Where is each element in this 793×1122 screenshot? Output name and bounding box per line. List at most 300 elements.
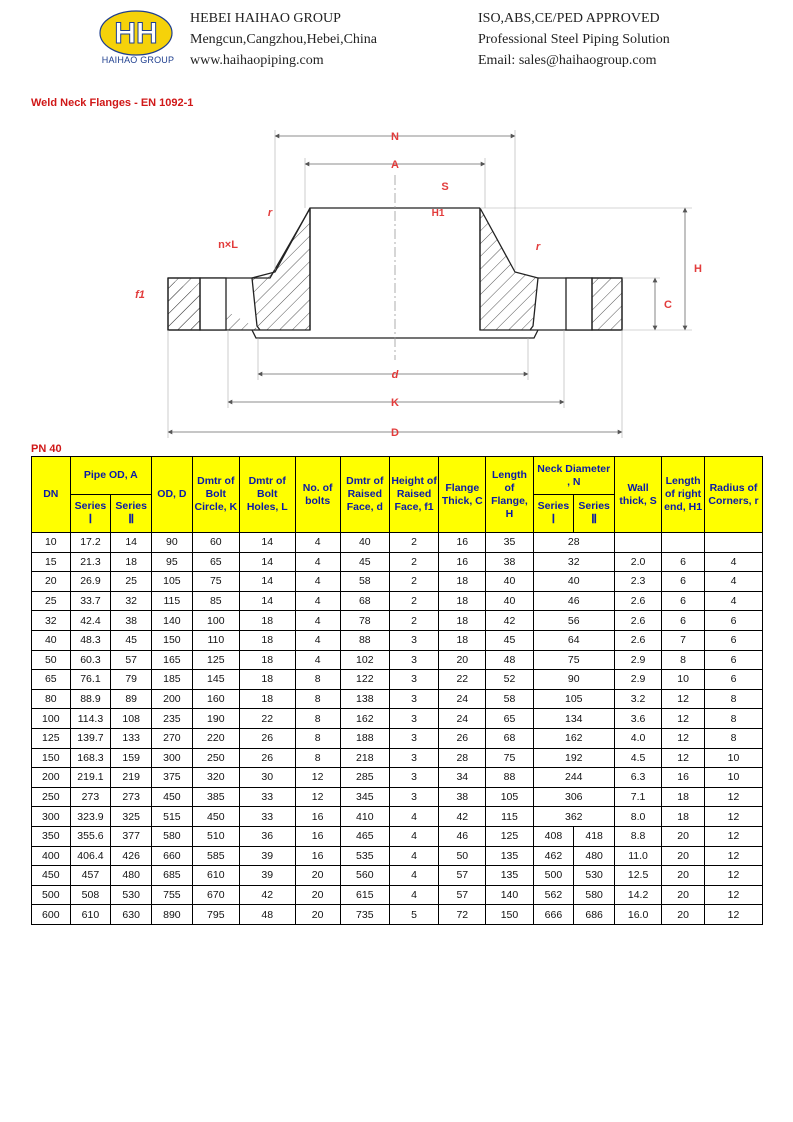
cell-d: 140 (152, 611, 193, 631)
cell-k: 220 (192, 728, 239, 748)
contact-email[interactable]: Email: sales@haihaogroup.com (478, 53, 657, 68)
cell-d: 188 (340, 728, 389, 748)
cell-d: 890 (152, 905, 193, 925)
cell-h1: 12 (662, 748, 705, 768)
cell-n: 4 (295, 572, 340, 592)
cell-f1: 3 (389, 768, 438, 788)
cell-k: 585 (192, 846, 239, 866)
cell-h: 48 (486, 650, 533, 670)
cell-r: 12 (705, 846, 763, 866)
table-row (32, 748, 763, 768)
company-website[interactable]: www.haihaopiping.com (190, 53, 324, 68)
cell-c: 18 (439, 591, 486, 611)
cell-f1: 3 (389, 630, 438, 650)
cell-s: 2.9 (615, 670, 662, 690)
cell-dn: 80 (32, 689, 71, 709)
cell-h: 40 (486, 572, 533, 592)
cell-dn: 20 (32, 572, 71, 592)
cell-c: 57 (439, 866, 486, 886)
cell-c: 20 (439, 650, 486, 670)
cell-l: 22 (239, 709, 295, 729)
cell-n: 28 (533, 533, 614, 553)
cell-s: 7.1 (615, 787, 662, 807)
flange-spec-table (31, 456, 763, 925)
col-length: Length of Flange, H (486, 457, 533, 533)
cell-n2: 686 (574, 905, 615, 925)
col-bolt-circle: Dmtr of Bolt Circle, K (192, 457, 239, 533)
cell-f1: 4 (389, 846, 438, 866)
cell-r: 4 (705, 552, 763, 572)
cell-s: 4.0 (615, 728, 662, 748)
cell-a2: 325 (111, 807, 152, 827)
cell-a2: 14 (111, 533, 152, 553)
cell-d: 45 (340, 552, 389, 572)
cell-k: 65 (192, 552, 239, 572)
cell-a1: 21.3 (70, 552, 111, 572)
cell-d: 150 (152, 630, 193, 650)
col-neck-series-1: Series Ⅰ (533, 495, 574, 533)
cell-s: 6.3 (615, 768, 662, 788)
pressure-rating: PN 40 (31, 443, 62, 455)
cell-f1: 5 (389, 905, 438, 925)
cell-d: 218 (340, 748, 389, 768)
cell-d: 660 (152, 846, 193, 866)
cell-d: 40 (340, 533, 389, 553)
cell-s: 16.0 (615, 905, 662, 925)
cell-h1: 16 (662, 768, 705, 788)
cell-h: 35 (486, 533, 533, 553)
flange-drawing (120, 120, 720, 450)
cell-n: 306 (533, 787, 614, 807)
cell-d: 68 (340, 591, 389, 611)
cell-n: 162 (533, 728, 614, 748)
cell-h: 105 (486, 787, 533, 807)
page-header (0, 0, 793, 90)
cell-f1: 3 (389, 728, 438, 748)
cell-dn: 125 (32, 728, 71, 748)
cell-k: 250 (192, 748, 239, 768)
cell-d: 615 (340, 885, 389, 905)
cell-s: 8.8 (615, 826, 662, 846)
cell-h1: 20 (662, 885, 705, 905)
cell-a1: 88.9 (70, 689, 111, 709)
cell-n: 244 (533, 768, 614, 788)
cell-a2: 133 (111, 728, 152, 748)
table-body (32, 533, 763, 925)
cell-h: 65 (486, 709, 533, 729)
cell-d: 115 (152, 591, 193, 611)
cell-n: 75 (533, 650, 614, 670)
cell-c: 16 (439, 552, 486, 572)
cell-a1: 114.3 (70, 709, 111, 729)
cell-l: 39 (239, 846, 295, 866)
label-N: N (391, 131, 399, 143)
cell-d: 535 (340, 846, 389, 866)
cell-l: 48 (239, 905, 295, 925)
cell-n: 16 (295, 807, 340, 827)
label-d: d (391, 369, 399, 381)
cell-a2: 57 (111, 650, 152, 670)
cell-s: 14.2 (615, 885, 662, 905)
cell-r: 12 (705, 905, 763, 925)
cell-l: 26 (239, 728, 295, 748)
label-nxL: n×L (218, 239, 238, 251)
cell-n: 362 (533, 807, 614, 827)
cell-s: 2.6 (615, 611, 662, 631)
cell-d: 122 (340, 670, 389, 690)
cell-n2: 580 (574, 885, 615, 905)
cell-n: 90 (533, 670, 614, 690)
cell-n: 46 (533, 591, 614, 611)
cell-n: 4 (295, 611, 340, 631)
cell-r: 12 (705, 866, 763, 886)
cell-k: 320 (192, 768, 239, 788)
cell-r: 4 (705, 591, 763, 611)
cell-h: 75 (486, 748, 533, 768)
cell-dn: 500 (32, 885, 71, 905)
cell-d: 410 (340, 807, 389, 827)
cell-dn: 300 (32, 807, 71, 827)
cell-f1: 2 (389, 591, 438, 611)
cell-d: 235 (152, 709, 193, 729)
cell-n: 8 (295, 670, 340, 690)
cell-f1: 3 (389, 650, 438, 670)
cell-l: 14 (239, 591, 295, 611)
cell-a1: 219.1 (70, 768, 111, 788)
cell-n: 8 (295, 728, 340, 748)
cell-d: 90 (152, 533, 193, 553)
col-raised-height: Height of Raised Face, f1 (389, 457, 438, 533)
label-r-left: r (267, 207, 273, 219)
col-wall: Wall thick, S (615, 457, 662, 533)
cell-n: 192 (533, 748, 614, 768)
cell-k: 75 (192, 572, 239, 592)
certification-info (478, 8, 670, 71)
table-row (32, 552, 763, 572)
cell-k: 85 (192, 591, 239, 611)
cell-n1: 408 (533, 826, 574, 846)
cell-d: 300 (152, 748, 193, 768)
cell-n: 4 (295, 591, 340, 611)
table-row (32, 689, 763, 709)
cell-h1: 12 (662, 689, 705, 709)
cell-d: 560 (340, 866, 389, 886)
cell-s: 3.2 (615, 689, 662, 709)
cell-f1: 3 (389, 709, 438, 729)
company-address: Mengcun,Cangzhou,Hebei,China (190, 32, 378, 47)
cell-c: 24 (439, 689, 486, 709)
cell-n: 105 (533, 689, 614, 709)
cell-h1: 6 (662, 591, 705, 611)
cell-a2: 630 (111, 905, 152, 925)
cell-dn: 15 (32, 552, 71, 572)
cell-h1: 18 (662, 807, 705, 827)
cell-h: 68 (486, 728, 533, 748)
cell-a2: 18 (111, 552, 152, 572)
cell-k: 610 (192, 866, 239, 886)
table-row (32, 630, 763, 650)
col-radius: Radius of Corners, r (705, 457, 763, 533)
cell-l: 36 (239, 826, 295, 846)
cell-c: 38 (439, 787, 486, 807)
cell-d: 735 (340, 905, 389, 925)
cell-k: 450 (192, 807, 239, 827)
cell-h1: 20 (662, 905, 705, 925)
cell-n1: 500 (533, 866, 574, 886)
cell-d: 200 (152, 689, 193, 709)
cell-k: 190 (192, 709, 239, 729)
cell-s: 3.6 (615, 709, 662, 729)
cell-d: 102 (340, 650, 389, 670)
cell-h: 135 (486, 866, 533, 886)
cell-n: 4 (295, 552, 340, 572)
cell-a2: 273 (111, 787, 152, 807)
cell-k: 60 (192, 533, 239, 553)
cell-k: 125 (192, 650, 239, 670)
label-S: S (441, 181, 449, 193)
cell-h: 115 (486, 807, 533, 827)
cell-r (705, 533, 763, 553)
cell-n: 4 (295, 533, 340, 553)
cell-f1: 2 (389, 611, 438, 631)
cell-k: 510 (192, 826, 239, 846)
cell-a1: 355.6 (70, 826, 111, 846)
cell-k: 160 (192, 689, 239, 709)
cell-h1: 12 (662, 728, 705, 748)
label-H: H (694, 263, 702, 275)
cell-d: 375 (152, 768, 193, 788)
table-row (32, 787, 763, 807)
cell-dn: 600 (32, 905, 71, 925)
cell-dn: 350 (32, 826, 71, 846)
cell-h1: 20 (662, 846, 705, 866)
cell-n: 8 (295, 748, 340, 768)
cell-n: 16 (295, 826, 340, 846)
cell-a2: 45 (111, 630, 152, 650)
table-row (32, 768, 763, 788)
cell-c: 42 (439, 807, 486, 827)
cell-h: 52 (486, 670, 533, 690)
cell-d: 755 (152, 885, 193, 905)
cell-s: 8.0 (615, 807, 662, 827)
cell-h: 42 (486, 611, 533, 631)
cell-f1: 2 (389, 572, 438, 592)
col-neck-series-2: Series Ⅱ (574, 495, 615, 533)
cell-n: 64 (533, 630, 614, 650)
label-D: D (391, 427, 399, 439)
cell-n1: 462 (533, 846, 574, 866)
col-length-right: Length of right end, H1 (662, 457, 705, 533)
cell-dn: 40 (32, 630, 71, 650)
logo-caption: HAIHAO GROUP (101, 55, 175, 65)
cell-n2: 418 (574, 826, 615, 846)
cell-d: 450 (152, 787, 193, 807)
cell-a1: 76.1 (70, 670, 111, 690)
cell-dn: 50 (32, 650, 71, 670)
table-row (32, 846, 763, 866)
cell-h: 135 (486, 846, 533, 866)
cell-c: 18 (439, 572, 486, 592)
cell-l: 14 (239, 572, 295, 592)
cell-r: 8 (705, 689, 763, 709)
cell-n: 4 (295, 650, 340, 670)
cell-a2: 426 (111, 846, 152, 866)
cell-a2: 480 (111, 866, 152, 886)
cell-h1: 7 (662, 630, 705, 650)
cell-s: 4.5 (615, 748, 662, 768)
cell-s: 11.0 (615, 846, 662, 866)
cell-n2: 530 (574, 866, 615, 886)
cell-l: 18 (239, 650, 295, 670)
cell-a2: 530 (111, 885, 152, 905)
col-pipe-od: Pipe OD, A (70, 457, 151, 495)
cell-d: 345 (340, 787, 389, 807)
cell-a1: 139.7 (70, 728, 111, 748)
col-raised-face: Dmtr of Raised Face, d (340, 457, 389, 533)
cell-n: 20 (295, 885, 340, 905)
cell-dn: 100 (32, 709, 71, 729)
label-K: K (391, 397, 399, 409)
cell-a1: 273 (70, 787, 111, 807)
cell-f1: 3 (389, 689, 438, 709)
cell-k: 670 (192, 885, 239, 905)
col-no-bolts: No. of bolts (295, 457, 340, 533)
cell-l: 18 (239, 611, 295, 631)
cell-dn: 65 (32, 670, 71, 690)
table-row (32, 709, 763, 729)
cell-n: 56 (533, 611, 614, 631)
cell-h1: 18 (662, 787, 705, 807)
table-row (32, 807, 763, 827)
table-row (32, 826, 763, 846)
cell-r: 12 (705, 826, 763, 846)
cell-r: 10 (705, 748, 763, 768)
cell-f1: 3 (389, 787, 438, 807)
cell-n: 20 (295, 905, 340, 925)
cell-l: 30 (239, 768, 295, 788)
col-flange-thick: Flange Thick, C (439, 457, 486, 533)
cell-c: 57 (439, 885, 486, 905)
cell-a2: 377 (111, 826, 152, 846)
cell-a1: 610 (70, 905, 111, 925)
cell-a1: 60.3 (70, 650, 111, 670)
cell-f1: 3 (389, 748, 438, 768)
table-row (32, 650, 763, 670)
cell-d: 285 (340, 768, 389, 788)
label-C: C (664, 299, 672, 311)
cell-a1: 508 (70, 885, 111, 905)
cell-r: 8 (705, 709, 763, 729)
cell-dn: 400 (32, 846, 71, 866)
cell-d: 138 (340, 689, 389, 709)
cell-f1: 4 (389, 866, 438, 886)
table-row (32, 533, 763, 553)
cell-h1: 12 (662, 709, 705, 729)
cell-l: 14 (239, 552, 295, 572)
cell-l: 18 (239, 689, 295, 709)
label-A: A (391, 159, 399, 171)
table-row (32, 670, 763, 690)
cell-c: 50 (439, 846, 486, 866)
cell-s (615, 533, 662, 553)
cell-dn: 10 (32, 533, 71, 553)
cell-d: 58 (340, 572, 389, 592)
cell-r: 4 (705, 572, 763, 592)
cell-h1: 20 (662, 826, 705, 846)
cell-f1: 4 (389, 826, 438, 846)
cell-l: 42 (239, 885, 295, 905)
cell-d: 95 (152, 552, 193, 572)
cell-a2: 25 (111, 572, 152, 592)
cell-n: 32 (533, 552, 614, 572)
cell-l: 33 (239, 787, 295, 807)
col-series-2: Series Ⅱ (111, 495, 152, 533)
cell-k: 145 (192, 670, 239, 690)
label-r-right: r (535, 241, 541, 253)
cell-l: 18 (239, 670, 295, 690)
cell-r: 6 (705, 650, 763, 670)
cell-a2: 219 (111, 768, 152, 788)
cell-s: 2.6 (615, 591, 662, 611)
cell-r: 8 (705, 728, 763, 748)
cell-a2: 38 (111, 611, 152, 631)
cell-h1: 6 (662, 572, 705, 592)
cell-c: 34 (439, 768, 486, 788)
cell-d: 165 (152, 650, 193, 670)
cell-r: 6 (705, 670, 763, 690)
cell-l: 14 (239, 533, 295, 553)
cell-r: 10 (705, 768, 763, 788)
col-neck-diameter: Neck Diameter , N (533, 457, 614, 495)
cell-s: 2.3 (615, 572, 662, 592)
cell-d: 105 (152, 572, 193, 592)
certifications: ISO,ABS,CE/PED APPROVED (478, 11, 660, 26)
cell-h1: 6 (662, 552, 705, 572)
slogan: Professional Steel Piping Solution (478, 32, 670, 47)
cell-a2: 108 (111, 709, 152, 729)
cell-f1: 4 (389, 807, 438, 827)
cell-h: 58 (486, 689, 533, 709)
cell-s: 2.9 (615, 650, 662, 670)
cell-a2: 79 (111, 670, 152, 690)
cell-l: 18 (239, 630, 295, 650)
cell-a1: 457 (70, 866, 111, 886)
cell-r: 12 (705, 787, 763, 807)
cell-f1: 2 (389, 552, 438, 572)
cell-k: 100 (192, 611, 239, 631)
cell-c: 28 (439, 748, 486, 768)
col-dn: DN (32, 457, 71, 533)
cell-c: 46 (439, 826, 486, 846)
cell-c: 72 (439, 905, 486, 925)
cell-a1: 168.3 (70, 748, 111, 768)
cell-h1 (662, 533, 705, 553)
cell-n: 8 (295, 709, 340, 729)
cell-dn: 32 (32, 611, 71, 631)
cell-d: 515 (152, 807, 193, 827)
cell-n: 40 (533, 572, 614, 592)
col-bolt-holes: Dmtr of Bolt Holes, L (239, 457, 295, 533)
cell-a2: 32 (111, 591, 152, 611)
table-row (32, 728, 763, 748)
col-series-1: Series Ⅰ (70, 495, 111, 533)
cell-l: 39 (239, 866, 295, 886)
table-row (32, 591, 763, 611)
cell-f1: 2 (389, 533, 438, 553)
cell-h: 45 (486, 630, 533, 650)
cell-h: 140 (486, 885, 533, 905)
cell-s: 2.6 (615, 630, 662, 650)
